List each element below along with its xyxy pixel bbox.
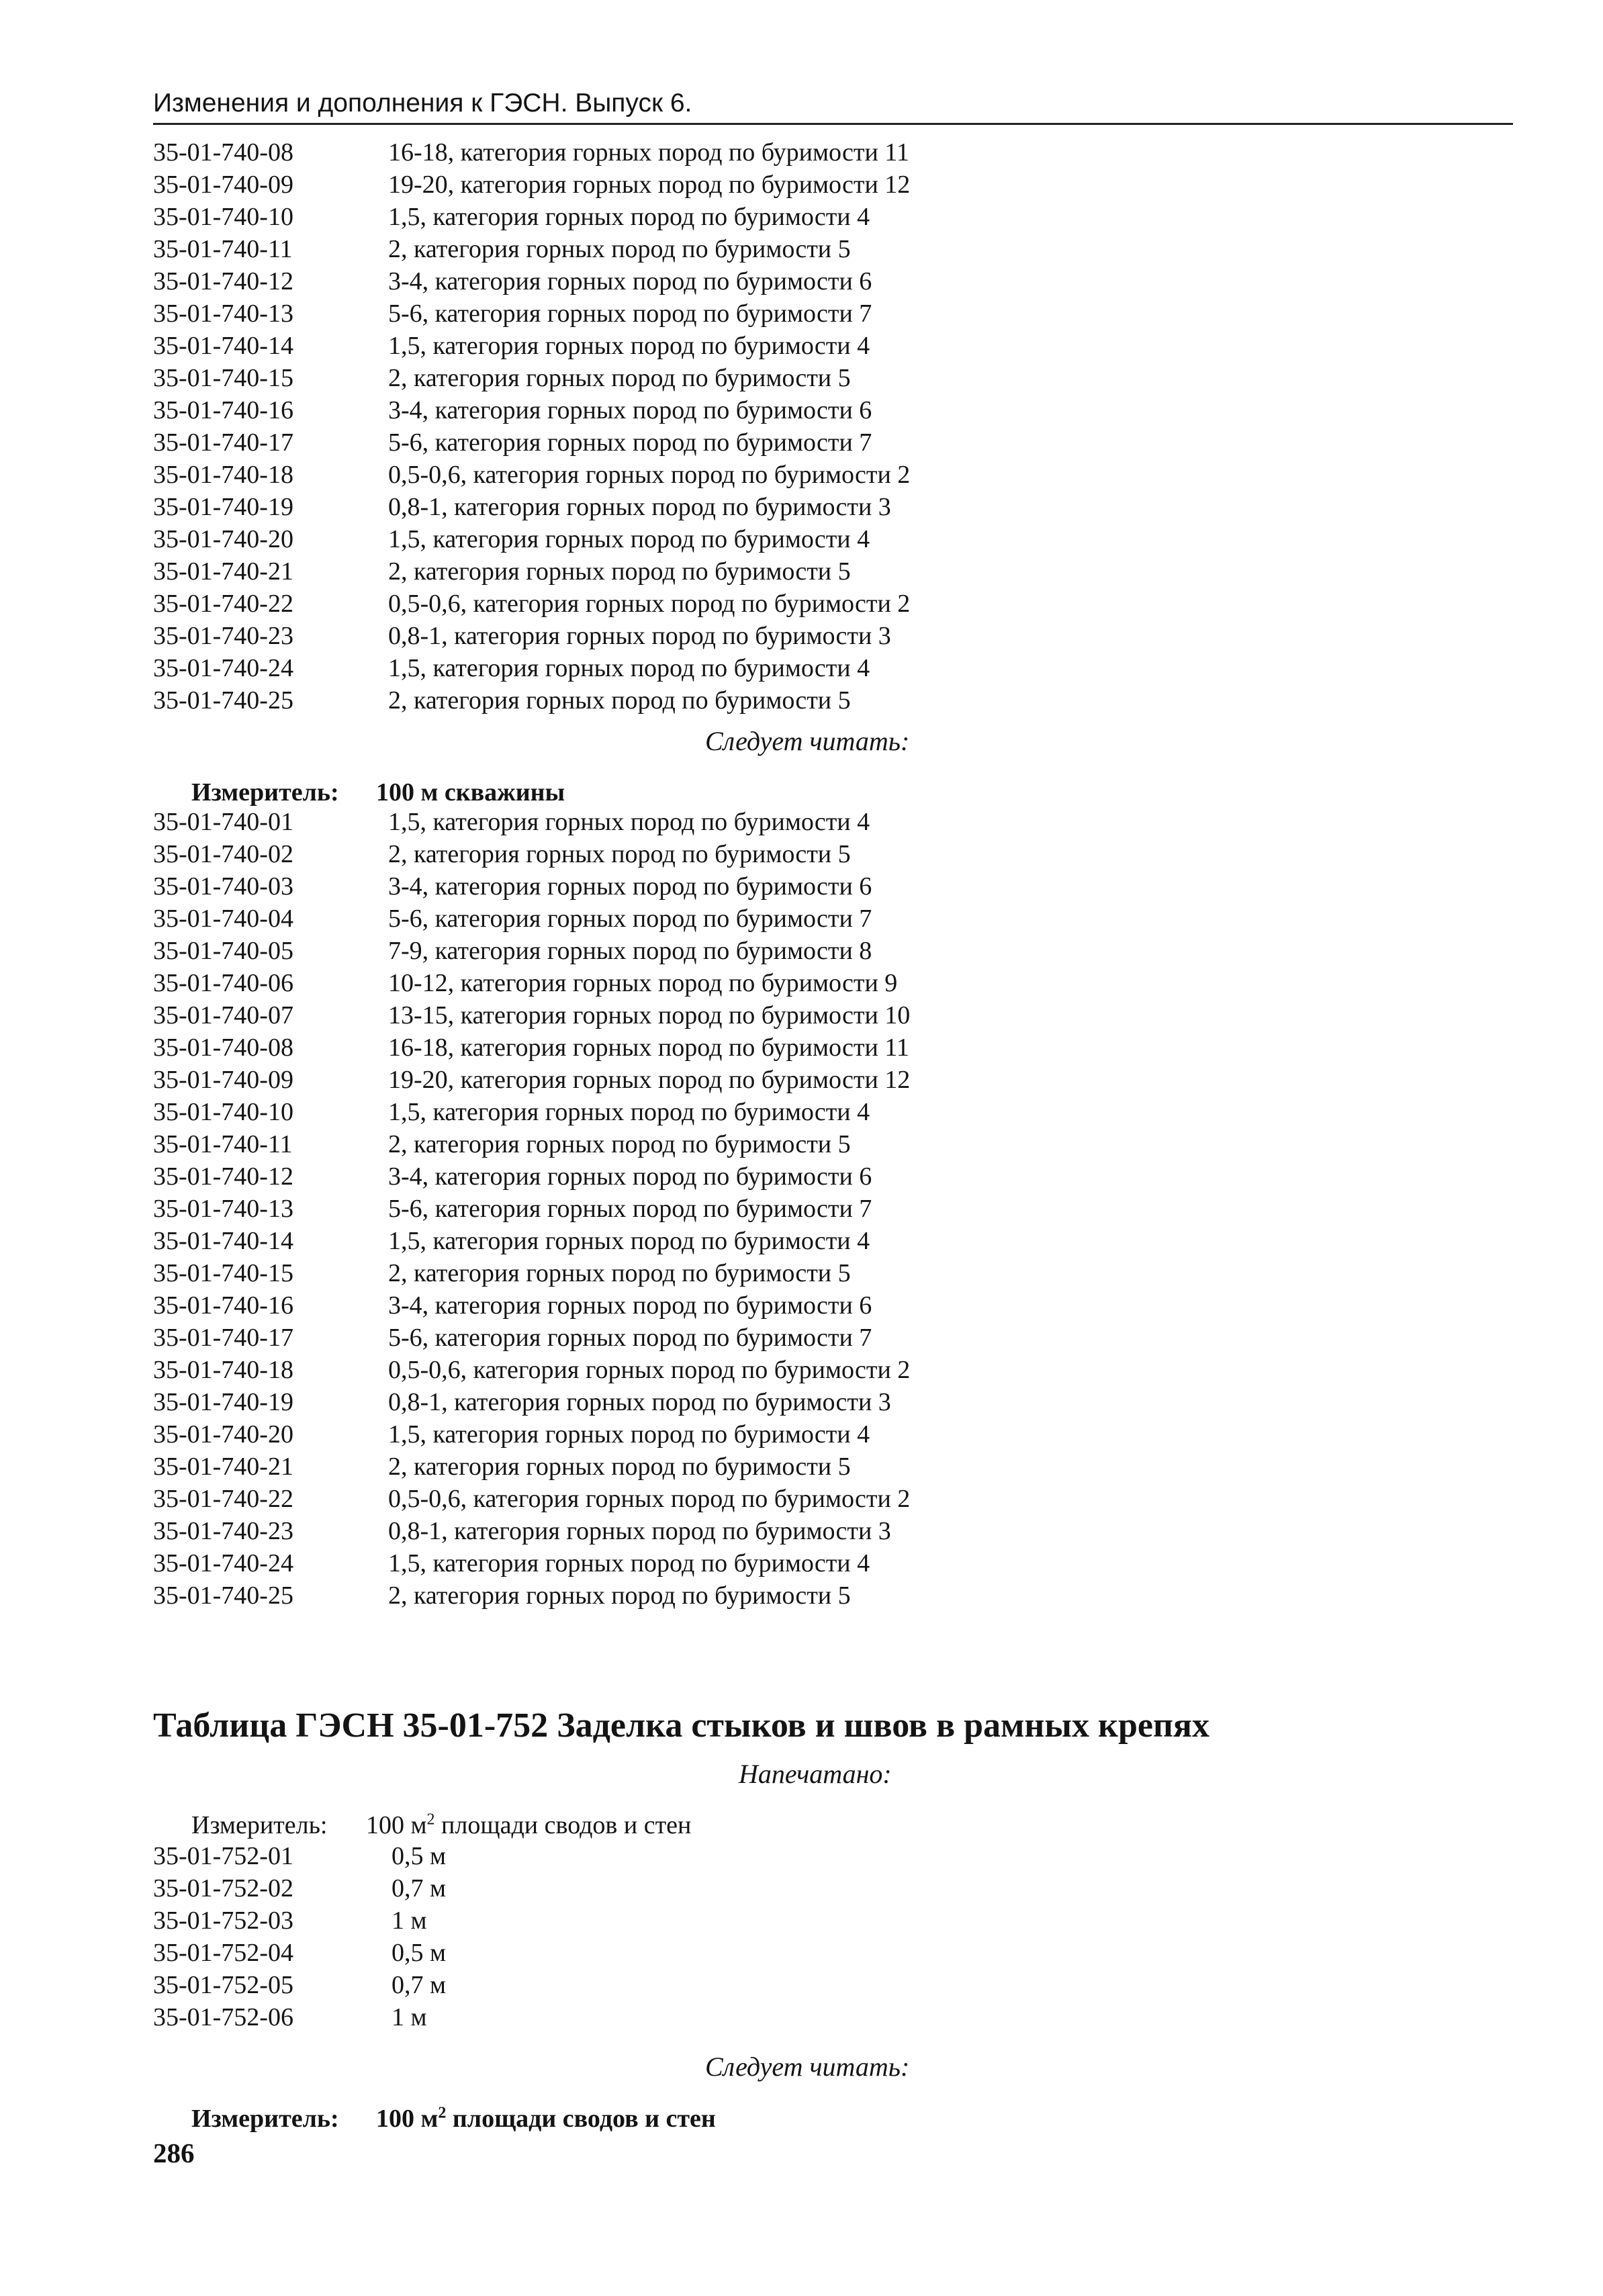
row-description: 2, категория горных пород по буримости 5 <box>388 1581 851 1610</box>
header-rule <box>153 123 1513 125</box>
row-description: 2, категория горных пород по буримости 5 <box>388 235 851 263</box>
row-description: 1,5, категория горных пород по буримости 4 <box>388 1227 870 1255</box>
row-description: 19-20, категория горных пород по буримости 12 <box>388 1066 911 1094</box>
row-description: 2, категория горных пород по буримости 5 <box>388 1130 851 1158</box>
row-code: 35-01-740-23 <box>153 1517 293 1545</box>
row-code: 35-01-740-14 <box>153 1227 293 1255</box>
row-code: 35-01-740-24 <box>153 654 293 682</box>
meter-label: Измеритель: <box>191 778 339 807</box>
row-code: 35-01-740-03 <box>153 872 293 901</box>
row-code: 35-01-740-09 <box>153 1066 293 1094</box>
row-description: 0,5 м <box>392 1939 447 1967</box>
row-description: 3-4, категория горных пород по буримости 6 <box>388 396 872 424</box>
row-code: 35-01-740-10 <box>153 203 293 231</box>
row-code: 35-01-740-20 <box>153 525 293 553</box>
row-description: 1 м <box>392 1907 427 1935</box>
row-code: 35-01-740-06 <box>153 969 293 997</box>
row-code: 35-01-740-19 <box>153 493 293 521</box>
running-header: Изменения и дополнения к ГЭСН. Выпуск 6. <box>153 89 692 118</box>
row-description: 10-12, категория горных пород по буримости 9 <box>388 969 898 997</box>
row-description: 7-9, категория горных пород по буримости 8 <box>388 937 872 965</box>
row-code: 35-01-740-22 <box>153 590 293 618</box>
row-code: 35-01-740-08 <box>153 138 293 167</box>
row-description: 1,5, категория горных пород по буримости 4 <box>388 808 870 836</box>
section2-heading: Следует читать: <box>705 726 910 756</box>
row-description: 0,8-1, категория горных пород по буримости 3 <box>388 1388 891 1416</box>
row-code: 35-01-740-25 <box>153 1581 293 1610</box>
row-description: 1,5, категория горных пород по буримости 4 <box>388 1098 870 1126</box>
row-code: 35-01-740-14 <box>153 332 293 360</box>
row-description: 19-20, категория горных пород по буримости 12 <box>388 171 911 199</box>
printed-heading: Напечатано: <box>739 1759 892 1789</box>
row-code: 35-01-752-02 <box>153 1874 293 1902</box>
row-code: 35-01-740-13 <box>153 1195 293 1223</box>
row-description: 1,5, категория горных пород по буримости 4 <box>388 203 870 231</box>
meter-value: 100 $м^2$ площади сводов и стен <box>376 2104 716 2133</box>
superscript: 2 <box>426 1810 435 1829</box>
table752-title: Таблица ГЭСН 35-01-752 Заделка стыков и швов в рамных крепях <box>153 1706 1210 1745</box>
row-description: 1 м <box>392 2003 427 2031</box>
row-code: 35-01-752-03 <box>153 1907 293 1935</box>
row-description: 2, категория горных пород по буримости 5 <box>388 1453 851 1481</box>
row-code: 35-01-740-24 <box>153 1549 293 1577</box>
meter-value: 100 $м^2$ площади сводов и стен <box>366 1810 692 1839</box>
row-description: 3-4, категория горных пород по буримости 6 <box>388 1162 872 1191</box>
row-code: 35-01-740-13 <box>153 300 293 328</box>
row-description: 2, категория горных пород по буримости 5 <box>388 557 851 586</box>
row-code: 35-01-752-05 <box>153 1971 293 1999</box>
row-code: 35-01-740-22 <box>153 1485 293 1513</box>
row-description: 3-4, категория горных пород по буримости 6 <box>388 1291 872 1320</box>
row-code: 35-01-740-07 <box>153 1001 293 1029</box>
row-description: 0,8-1, категория горных пород по буримости 3 <box>388 622 891 650</box>
row-description: 2, категория горных пород по буримости 5 <box>388 840 851 868</box>
row-code: 35-01-740-17 <box>153 428 293 457</box>
page-number: 286 <box>153 2138 195 2168</box>
row-description: 0,5-0,6, категория горных пород по буримости 2 <box>388 461 911 489</box>
row-code: 35-01-752-01 <box>153 1842 293 1870</box>
row-code: 35-01-740-23 <box>153 622 293 650</box>
row-description: 3-4, категория горных пород по буримости 6 <box>388 872 872 901</box>
row-description: 0,7 м <box>392 1874 447 1902</box>
row-code: 35-01-740-21 <box>153 1453 293 1481</box>
superscript: 2 <box>438 2104 447 2122</box>
row-code: 35-01-740-20 <box>153 1420 293 1449</box>
row-description: 1,5, категория горных пород по буримости 4 <box>388 525 870 553</box>
row-description: 5-6, категория горных пород по буримости 7 <box>388 905 872 933</box>
row-description: 1,5, категория горных пород по буримости 4 <box>388 1549 870 1577</box>
row-code: 35-01-752-04 <box>153 1939 293 1967</box>
row-code: 35-01-740-25 <box>153 686 293 715</box>
row-code: 35-01-740-02 <box>153 840 293 868</box>
row-description: 5-6, категория горных пород по буримости 7 <box>388 300 872 328</box>
row-code: 35-01-740-18 <box>153 1356 293 1384</box>
row-code: 35-01-740-16 <box>153 1291 293 1320</box>
row-description: 1,5, категория горных пород по буримости 4 <box>388 332 870 360</box>
row-code: 35-01-740-04 <box>153 905 293 933</box>
row-description: 2, категория горных пород по буримости 5 <box>388 364 851 392</box>
row-description: 16-18, категория горных пород по буримости 11 <box>388 138 909 167</box>
row-description: 3-4, категория горных пород по буримости 6 <box>388 267 872 295</box>
row-code: 35-01-740-12 <box>153 267 293 295</box>
row-description: 0,5-0,6, категория горных пород по буримости 2 <box>388 590 911 618</box>
row-code: 35-01-740-08 <box>153 1034 293 1062</box>
row-code: 35-01-740-16 <box>153 396 293 424</box>
meter-value: 100 м скважины <box>376 778 565 807</box>
row-code: 35-01-740-17 <box>153 1324 293 1352</box>
row-description: 0,5 м <box>392 1842 447 1870</box>
row-description: 1,5, категория горных пород по буримости 4 <box>388 1420 870 1449</box>
row-code: 35-01-740-21 <box>153 557 293 586</box>
row-code: 35-01-740-05 <box>153 937 293 965</box>
row-description: 5-6, категория горных пород по буримости 7 <box>388 428 872 457</box>
row-code: 35-01-740-19 <box>153 1388 293 1416</box>
row-code: 35-01-740-01 <box>153 808 293 836</box>
row-description: 0,5-0,6, категория горных пород по буримости 2 <box>388 1485 911 1513</box>
row-description: 16-18, категория горных пород по буримости 11 <box>388 1034 909 1062</box>
row-description: 1,5, категория горных пород по буримости 4 <box>388 654 870 682</box>
row-code: 35-01-740-18 <box>153 461 293 489</box>
row-description: 0,8-1, категория горных пород по буримости 3 <box>388 493 891 521</box>
row-description: 2, категория горных пород по буримости 5 <box>388 686 851 715</box>
row-code: 35-01-740-15 <box>153 364 293 392</box>
row-description: 5-6, категория горных пород по буримости 7 <box>388 1324 872 1352</box>
row-description: 0,8-1, категория горных пород по буримости 3 <box>388 1517 891 1545</box>
read-heading: Следует читать: <box>705 2052 910 2082</box>
row-code: 35-01-740-15 <box>153 1259 293 1287</box>
row-description: 2, категория горных пород по буримости 5 <box>388 1259 851 1287</box>
row-code: 35-01-740-11 <box>153 235 293 263</box>
row-code: 35-01-740-12 <box>153 1162 293 1191</box>
row-code: 35-01-740-09 <box>153 171 293 199</box>
row-code: 35-01-740-10 <box>153 1098 293 1126</box>
row-code: 35-01-752-06 <box>153 2003 293 2031</box>
row-description: 0,5-0,6, категория горных пород по буримости 2 <box>388 1356 911 1384</box>
row-code: 35-01-740-11 <box>153 1130 293 1158</box>
meter-label: Измеритель: <box>191 1811 328 1839</box>
row-description: 0,7 м <box>392 1971 447 1999</box>
row-description: 5-6, категория горных пород по буримости 7 <box>388 1195 872 1223</box>
meter-label: Измеритель: <box>191 2105 339 2133</box>
row-description: 13-15, категория горных пород по буримости 10 <box>388 1001 911 1029</box>
